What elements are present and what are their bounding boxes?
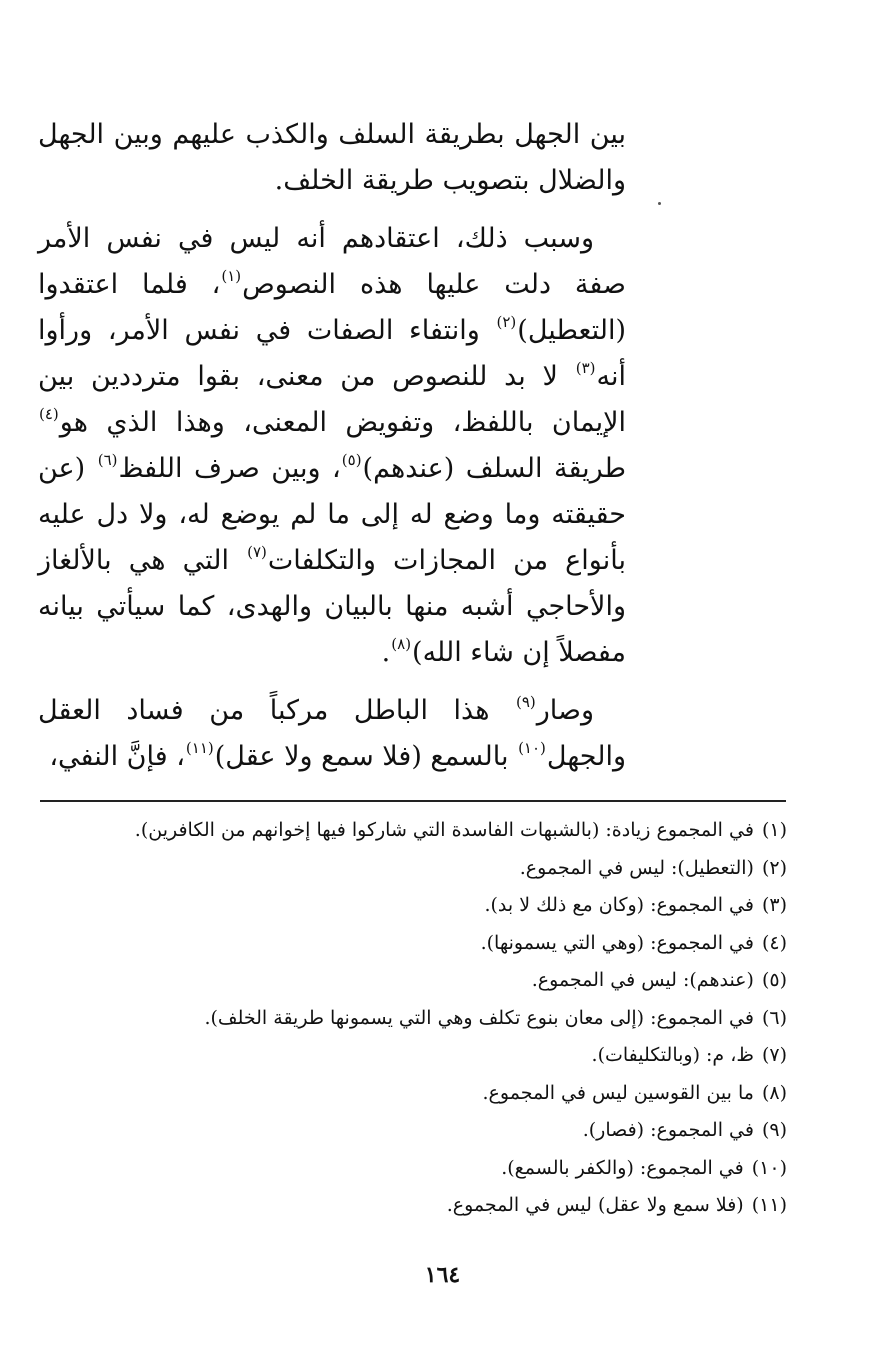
footnote-text: في المجموع: (وهي التي يسمونها).	[480, 931, 754, 954]
paragraph-3	[38, 688, 626, 780]
footnote-number: (٧)	[761, 1044, 787, 1066]
footnote-item	[67, 1112, 787, 1150]
page-number: ١٦٤	[424, 1262, 461, 1288]
footnote-number: (٤)	[761, 931, 787, 954]
footnote-text: في المجموع: (إلى معان بنوع تكلف وهي التي يسمونها طريقة الخلف).	[204, 1006, 754, 1029]
footnote-text: في المجموع: (وكان مع ذلك لا بد).	[484, 894, 754, 916]
footnote-number: (٢)	[761, 856, 787, 879]
paragraph-2-segment: لا بد للنصوص من معنى، بقوا مترددين بين الإيمان باللفظ، وتفويض المعنى، وهذا الذي هو	[38, 361, 626, 438]
paragraph-2-segment: وانتفاء الصفات في نفس الأمر، ورأوا أنه	[38, 315, 626, 392]
footnote-text: ما بين القوسين ليس في المجموع.	[482, 1081, 754, 1104]
footnote-ref-11: (١١)	[185, 739, 214, 757]
footnote-ref-9: (٩)	[515, 693, 536, 711]
paragraph-3-segment: هذا الباطل مركباً من فساد العقل والجهل	[38, 695, 626, 772]
footnote-item	[67, 850, 787, 888]
paragraph-1-text: بين الجهل بطريقة السلف والكذب عليهم وبين الجهل والضلال بتصويب طريقة الخلف.	[38, 119, 626, 196]
paragraph-3-segment: بالسمع (فلا سمع ولا عقل)	[214, 741, 518, 772]
paragraph-2	[38, 216, 626, 676]
footnotes-list	[67, 812, 787, 1225]
footnote-item	[67, 812, 787, 850]
paragraph-2-segment: ، وبين صرف اللفظ	[118, 453, 341, 484]
footnote-item	[67, 1150, 787, 1188]
footnote-text: (التعطيل): ليس في المجموع.	[519, 856, 754, 879]
paragraph-1	[38, 112, 626, 204]
footnote-ref-7: (٧)	[247, 543, 267, 561]
footnote-text: (عندهم): ليس في المجموع.	[531, 969, 754, 991]
footnote-number: (١٠)	[751, 1156, 787, 1179]
footnote-ref-3: (٣)	[575, 359, 596, 377]
footnote-text: ظ، م: (وبالتكليفات).	[591, 1044, 754, 1066]
footnote-item	[67, 925, 787, 963]
footnote-item	[67, 1000, 787, 1038]
footnote-ref-4: (٤)	[39, 405, 59, 423]
footnote-ref-8: (٨)	[391, 635, 412, 653]
footnote-text: (فلا سمع ولا عقل) ليس في المجموع.	[446, 1194, 744, 1216]
footnote-ref-5: (٥)	[341, 451, 362, 469]
footnote-text: في المجموع: (فصار).	[582, 1119, 754, 1141]
footnote-item	[67, 887, 787, 925]
paragraph-2-segment: طريقة السلف (عندهم)	[362, 453, 627, 484]
paragraph-2-segment: .	[381, 637, 391, 668]
footnote-number: (١)	[761, 819, 787, 841]
footnote-number: (٣)	[761, 894, 787, 916]
footnote-item	[67, 1037, 787, 1075]
footnote-item	[67, 962, 787, 1000]
footnote-ref-6: (٦)	[97, 451, 118, 469]
footnote-number: (٨)	[761, 1081, 787, 1104]
footnote-number: (٥)	[761, 969, 787, 991]
footnote-ref-10: (١٠)	[518, 739, 546, 757]
footnote-ref-1: (١)	[221, 267, 242, 285]
paragraph-2-segment: (عن حقيقته وما وضع له إلى ما لم يوضع له، ولا دل عليه بأنواع من المجازات والتكلفات	[38, 453, 626, 576]
footnote-number: (٩)	[761, 1119, 787, 1141]
footnote-item	[67, 1075, 787, 1113]
paragraph-3-segment: ، فإنَّ النفي،	[49, 741, 185, 772]
footnote-text: في المجموع زيادة: (بالشبهات الفاسدة التي شاركوا فيها إخوانهم من الكافرين).	[134, 819, 754, 841]
footnote-divider	[40, 800, 786, 802]
footnote-number: (١١)	[751, 1194, 787, 1216]
main-text-block	[38, 112, 626, 792]
paragraph-2-segment: التي هي بالألغاز والأحاجي أشبه منها بالبيان والهدى، كما سيأتي بيانه مفصلاً إن شاء الله)	[38, 545, 626, 668]
paragraph-2-segment: ، فلما اعتقدوا (التعطيل)	[38, 269, 626, 346]
footnote-item	[67, 1187, 787, 1225]
print-speck	[658, 202, 661, 205]
footnote-text: في المجموع: (والكفر بالسمع).	[501, 1156, 744, 1179]
footnote-ref-2: (٢)	[496, 313, 517, 331]
footnote-number: (٦)	[761, 1006, 787, 1029]
paragraph-2-segment: وسبب ذلك، اعتقادهم أنه ليس في نفس الأمر صفة دلت عليها هذه النصوص	[38, 223, 626, 300]
paragraph-3-segment: وصار	[536, 695, 594, 726]
